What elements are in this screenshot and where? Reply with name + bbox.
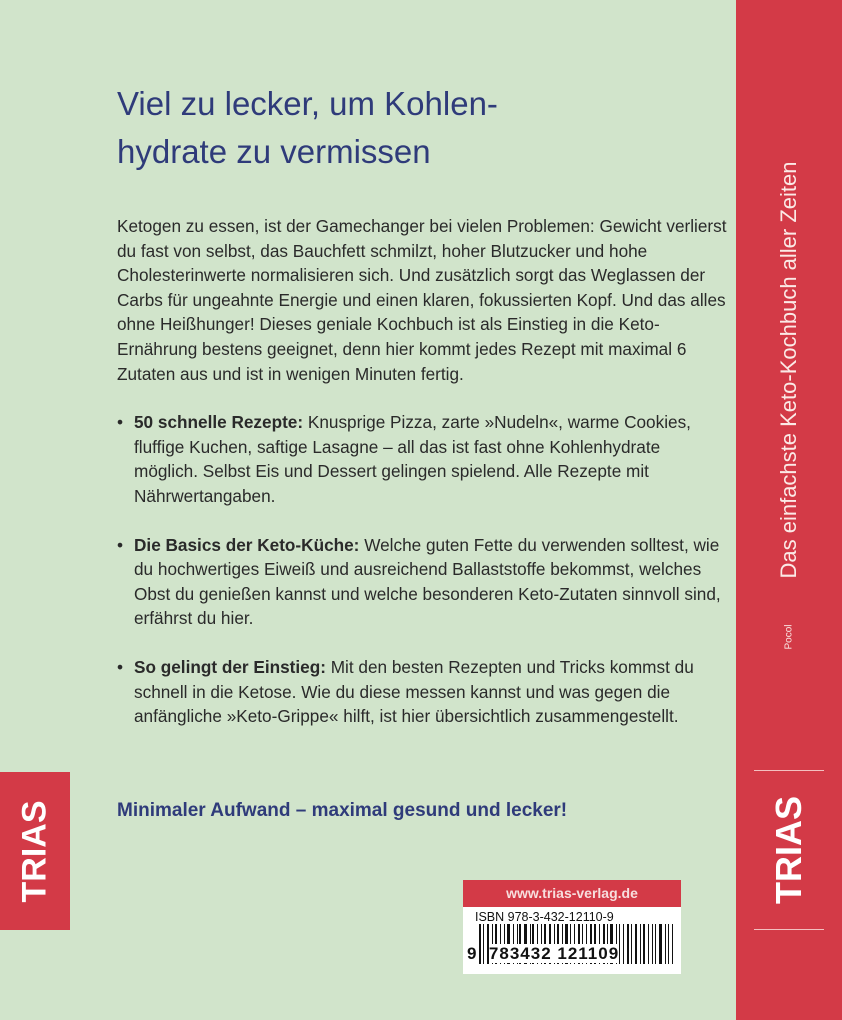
barcode-bar xyxy=(648,924,649,964)
publisher-url: www.trias-verlag.de xyxy=(463,880,681,907)
bullet-heading: Die Basics der Keto-Küche: xyxy=(134,534,360,555)
barcode-digits xyxy=(467,944,619,964)
barcode-bar xyxy=(640,924,641,964)
blurb xyxy=(117,214,727,753)
bullet-item xyxy=(117,655,727,729)
publisher-logo-tab xyxy=(0,772,70,930)
barcode-box xyxy=(463,880,681,974)
barcode-bar xyxy=(635,924,638,964)
cover-headline xyxy=(117,80,717,176)
headline-line: Viel zu lecker, um Kohlen- xyxy=(117,85,498,122)
barcode-bar xyxy=(659,924,662,964)
bullet-text: Welche guten Fette du verwenden solltest, wie du hochwertiges Eiweiß und ausreichend Ballaststoffe bekommst, welches Obst du genießen kannst und welche besonderen Keto-Zutaten sinnvoll sind, erfährst du hier. xyxy=(134,534,721,629)
bullet-item xyxy=(117,533,727,631)
barcode-bar xyxy=(655,924,657,964)
barcode-bar xyxy=(643,924,645,964)
barcode-bar xyxy=(665,924,666,964)
barcode-number: 783432 121109 xyxy=(488,944,620,963)
barcode-bar xyxy=(668,924,670,964)
spine-author: Pocol xyxy=(783,624,795,650)
barcode-bar xyxy=(623,924,625,964)
intro-paragraph: Ketogen zu essen, ist der Gamechanger bei vielen Problemen: Gewicht verlierst du fast von selbst, das Bauchfett schmilzt, hoher Blutzucker und hohe Cholesterinwerte normalisieren sich. Und zusätzlich sorgt das Weglassen der Carbs für ungeahnte Energie und einen klaren, fokussierten Kopf. Und das alles ohne Heißhunger! Dieses geniale Kochbuch ist als Einstieg in die Keto-Ernährung bestens geeignet, denn hier kommt jedes Rezept mit maximal 6 Zutaten aus und ist in wenigen Minuten fertig. xyxy=(117,216,727,384)
barcode-bar xyxy=(672,924,673,964)
bullet-item xyxy=(117,410,727,508)
barcode-bar xyxy=(627,924,629,964)
spine xyxy=(736,0,842,1020)
barcode-bar xyxy=(631,924,632,964)
barcode-bar xyxy=(652,924,653,964)
bullet-heading: 50 schnelle Rezepte: xyxy=(134,412,304,433)
isbn-text: ISBN 978-3-432-12110-9 xyxy=(475,910,614,924)
bullet-heading: So gelingt der Einstieg: xyxy=(134,656,326,677)
spine-publisher-text: TRIAS xyxy=(768,796,809,904)
publisher-logo: TRIAS xyxy=(15,800,54,902)
bullet-text: Mit den besten Rezepten und Tricks kommst du schnell in die Ketose. Wie du diese messen kannst und was gegen die anfängliche »Keto-Grippe« hilft, ist hier übersichtlich zusammengestellt. xyxy=(134,656,694,727)
bullet-text: Knusprige Pizza, zarte »Nudeln«, warme Cookies, fluffige Kuchen, saftige Lasagne – all das ist fast ohne Kohlenhydrate möglich. Selbst Eis und Dessert gelingen spielend. Alle Rezepte mit Nährwertangaben. xyxy=(134,412,691,506)
headline-line: hydrate zu vermissen xyxy=(117,133,431,170)
spine-publisher-logo xyxy=(754,770,824,930)
spine-title: Das einfachste Keto-Kochbuch aller Zeiten xyxy=(776,161,801,579)
slogan: Minimaler Aufwand – maximal gesund und lecker! xyxy=(117,800,568,821)
barcode-first-digit: 9 xyxy=(467,944,478,963)
